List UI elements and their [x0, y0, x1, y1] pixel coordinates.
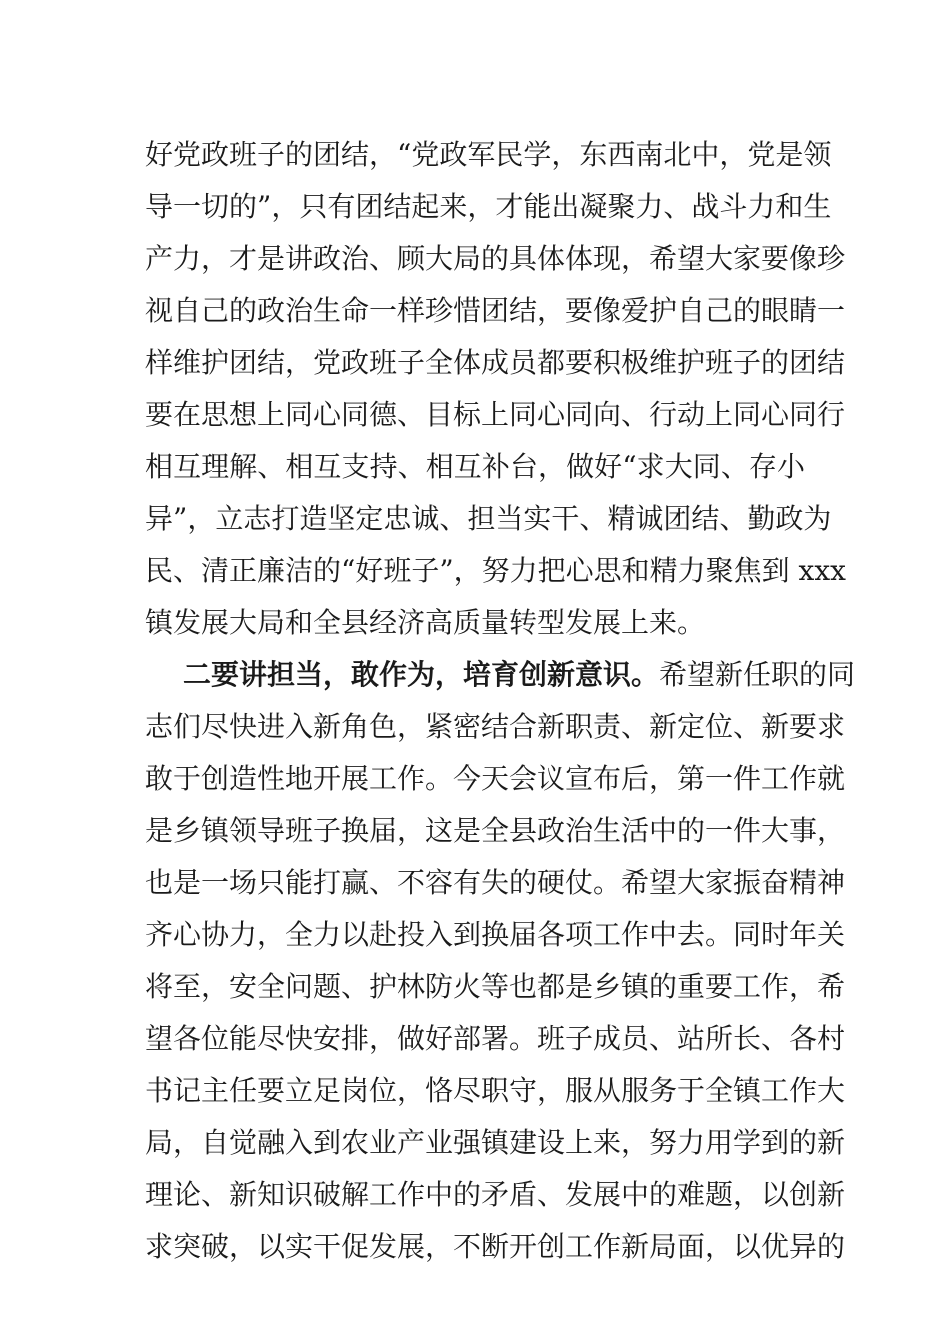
text-line: 是乡镇领导班子换届，这是全县政治生活中的一件大事， — [145, 814, 846, 847]
text-line: 理论、新知识破解工作中的矛盾、发展中的难题，以创新 — [145, 1178, 846, 1211]
text-line: 样维护团结，党政班子全体成员都要积极维护班子的团结 — [145, 346, 846, 379]
text-line — [183, 651, 856, 699]
text-line: 镇发展大局和全县经济高质量转型发展上来。 — [145, 606, 706, 639]
text-line: 产力，才是讲政治、顾大局的具体体现，希望大家要像珍 — [145, 242, 846, 275]
text-line: 相互理解、相互支持、相互补台，做好“求大同、存小 — [145, 450, 805, 483]
heading-continuation: 希望新任职的同 — [659, 658, 856, 691]
text-line: 书记主任要立足岗位，恪尽职守，服从服务于全镇工作大 — [145, 1074, 846, 1107]
text-line: 视自己的政治生命一样珍惜团结，要像爱护自己的眼睛一 — [145, 294, 846, 327]
text-line: 导一切的”，只有团结起来，才能出凝聚力、战斗力和生 — [145, 190, 832, 223]
text-line: 敢于创造性地开展工作。今天会议宣布后，第一件工作就 — [145, 762, 846, 795]
text-line: 将至，安全问题、护林防火等也都是乡镇的重要工作，希 — [145, 970, 846, 1003]
text-line: 局，自觉融入到农业产业强镇建设上来，努力用学到的新 — [145, 1126, 846, 1159]
text-line: 求突破，以实干促发展，不断开创工作新局面，以优异的 — [145, 1230, 846, 1263]
text-line: 好党政班子的团结，“党政军民学，东西南北中，党是领 — [145, 138, 832, 171]
text-line: 要在思想上同心同德、目标上同心同向、行动上同心同行 — [145, 398, 846, 431]
text-line: 异”，立志打造坚定忠诚、担当实干、精诚团结、勤政为 — [145, 502, 832, 535]
paragraph-heading: 二要讲担当，敢作为，培育创新意识。 — [183, 658, 660, 691]
text-line: 志们尽快进入新角色，紧密结合新职责、新定位、新要求 — [145, 710, 846, 743]
text-line: 民、清正廉洁的“好班子”，努力把心思和精力聚焦到 xxx — [145, 554, 846, 587]
text-line: 望各位能尽快安排，做好部署。班子成员、站所长、各村 — [145, 1022, 846, 1055]
text-line: 齐心协力，全力以赴投入到换届各项工作中去。同时年关 — [145, 918, 846, 951]
text-line: 也是一场只能打赢、不容有失的硬仗。希望大家振奋精神 — [145, 866, 846, 899]
